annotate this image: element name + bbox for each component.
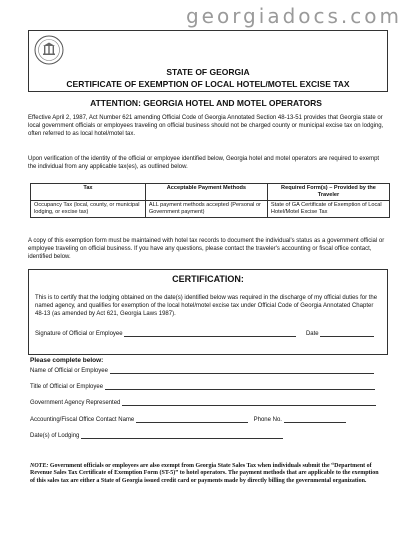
form-heading: Please complete below: [30, 357, 104, 364]
cell-tax: Occupancy Tax (local, county, or municipal lodging, or excise tax) [31, 201, 146, 218]
name-label: Name of Official or Employee [30, 368, 108, 374]
signature-row [35, 330, 383, 337]
name-row [30, 367, 390, 374]
note-text: Government officials or employees are also exempt from Georgia State Sales Tax when individuals submit the “Department of Revenue Sales Tax Certificate of Exemption Form (ST-5)” to hotel operators. The payment methods that are applicable to the exemption of this sales tax are either a State of Georgia issued credit card or payments made by directly billing the governmental organization. [30, 463, 379, 484]
cell-payment: ALL payment methods accepted (Personal or Government payment) [145, 201, 267, 218]
copy-paragraph: A copy of this exemption form must be maintained with hotel tax records to document the individual's status as a government official or employee traveling on official business. If you have any questions, please contact the traveler's accounting or fiscal office contact, identified below. [28, 238, 385, 260]
title-label: Title of Official or Employee [30, 384, 104, 390]
note-paragraph [30, 463, 382, 485]
contact-row [30, 416, 390, 423]
agency-label: Government Agency Represented [30, 400, 121, 406]
phone-label: Phone No. [253, 417, 282, 423]
certification-text: This is to certify that the lodging obtained on the date(s) identified below was required in the discharge of my official duties for the named agency, and qualifies for exemption of the local hotel/motel excise tax under Official Code of Georgia Annotated Chapter 48-13 (as amended by Act 621, Georgia Laws 1987). [35, 295, 378, 317]
col-header-payment: Acceptable Payment Methods [145, 184, 267, 201]
dates-label: Date(s) of Lodging [30, 433, 80, 439]
title-row [30, 383, 390, 390]
certification-box [28, 269, 388, 355]
dates-field[interactable] [81, 432, 283, 439]
signature-field[interactable] [124, 330, 296, 337]
note-label: NOTE: [30, 463, 49, 469]
contact-field[interactable] [136, 416, 248, 423]
certification-heading: CERTIFICATION: [172, 274, 244, 284]
dates-row [30, 432, 390, 439]
signature-label: Signature of Official or Employee [35, 331, 123, 337]
verification-paragraph: Upon verification of the identity of the official or employee identified below, Georgia hotel and motel operators are required to exempt the individual from any applicable tax(es), as outlined below. [28, 156, 380, 170]
agency-row [30, 399, 390, 406]
phone-field[interactable] [284, 416, 346, 423]
col-header-tax: Tax [31, 184, 146, 201]
effective-paragraph: Effective April 2, 1987, Act Number 621 amending Official Code of Georgia Annotated Section 48-13-51 provides that Georgia state or local government officials or employees traveling on official business should not be charged county or municipal excise tax on lodging, often referred to as local hotel/motel tax. [28, 115, 384, 137]
table-header-row [31, 184, 390, 201]
watermark: georgiadocs.com [185, 4, 402, 28]
georgia-seal-icon [34, 35, 64, 65]
name-field[interactable] [110, 367, 374, 374]
table-row [31, 201, 390, 218]
attention-heading: ATTENTION: GEORGIA HOTEL AND MOTEL OPERATORS [90, 98, 322, 108]
title-field[interactable] [105, 383, 375, 390]
form-header [28, 30, 388, 92]
col-header-forms: Required Form(s) – Provided by the Traveler [267, 184, 389, 201]
cell-forms: State of GA Certificate of Exemption of Local Hotel/Motel Excise Tax [267, 201, 389, 218]
date-field[interactable] [320, 330, 374, 337]
form-title: CERTIFICATE OF EXEMPTION OF LOCAL HOTEL/MOTEL EXCISE TAX [66, 79, 350, 89]
agency-field[interactable] [122, 399, 376, 406]
contact-label: Accounting/Fiscal Office Contact Name [30, 417, 135, 423]
date-label: Date [305, 331, 319, 337]
tax-table [30, 183, 390, 218]
state-title: STATE OF GEORGIA [166, 67, 250, 77]
